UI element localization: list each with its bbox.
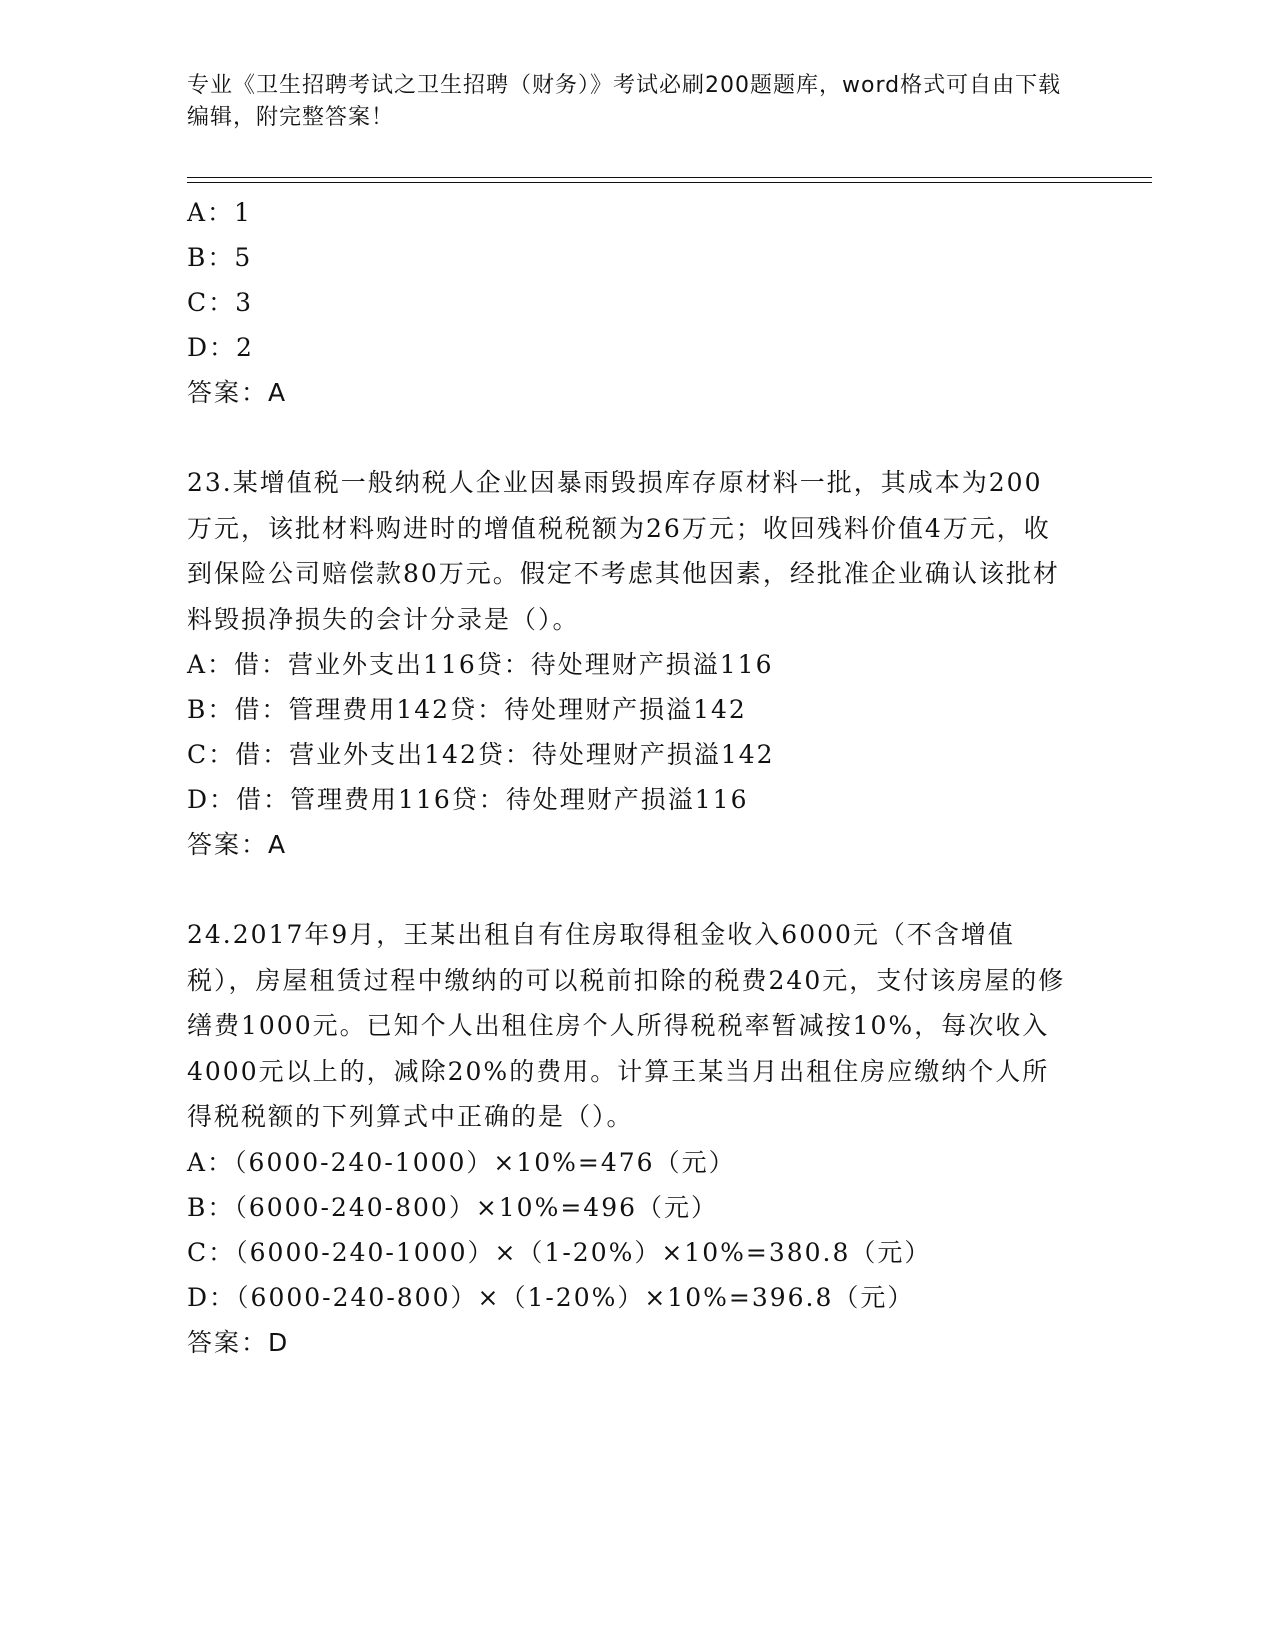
option-b: B：（6000-240-800）×10%=496（元） [187,1192,719,1222]
document-header: 专业《卫生招聘考试之卫生招聘（财务）》考试必刷200题题库，word格式可自由下载编辑，附完整答案！ [187,73,1062,130]
option-d: D：（6000-240-800）×（1-20%）×10%=396.8（元） [187,1282,915,1312]
option-a: A：借：营业外支出116贷：待处理财产损溢116 [187,650,774,679]
option-b: B：借：管理费用142贷：待处理财产损溢142 [187,695,747,724]
question-text: 24.2017年9月，王某出租自有住房取得租金收入6000元（不含增值税），房屋租赁过程中缴纳的可以税前扣除的税费240元，支付该房屋的修缮费1000元。已知个人出租住房个人所得税税率暂减按10%，每次收入4000元以上的，减除20%的费用。计算王某当月出租住房应缴纳个人所得税税额的下列算式中正确的是（）。 [187,920,1066,1131]
question-22-block [187,190,1067,415]
answer: 答案：A [187,378,288,407]
header-rule-bottom [187,182,1152,183]
option-b: B：5 [187,243,253,272]
header-rule-top [187,177,1152,178]
question-24-block [187,912,1067,1365]
option-a: A：1 [187,198,252,227]
option-c: C：借：营业外支出142贷：待处理财产损溢142 [187,740,775,769]
answer: 答案：D [187,1327,290,1357]
question-23-block [187,460,1067,867]
option-c: C：3 [187,288,254,317]
question-text: 23.某增值税一般纳税人企业因暴雨毁损库存原材料一批，其成本为200万元，该批材料购进时的增值税税额为26万元；收回残料价值4万元，收到保险公司赔偿款80万元。假定不考虑其他因素，经批准企业确认该批材料毁损净损失的会计分录是（）。 [187,468,1060,634]
option-a: A：（6000-240-1000）×10%=476（元） [187,1147,736,1177]
option-c: C：（6000-240-1000）×（1-20%）×10%=380.8（元） [187,1237,932,1267]
option-d: D：2 [187,333,254,362]
answer: 答案：A [187,830,288,859]
option-d: D：借：管理费用116贷：待处理财产损溢116 [187,785,749,814]
